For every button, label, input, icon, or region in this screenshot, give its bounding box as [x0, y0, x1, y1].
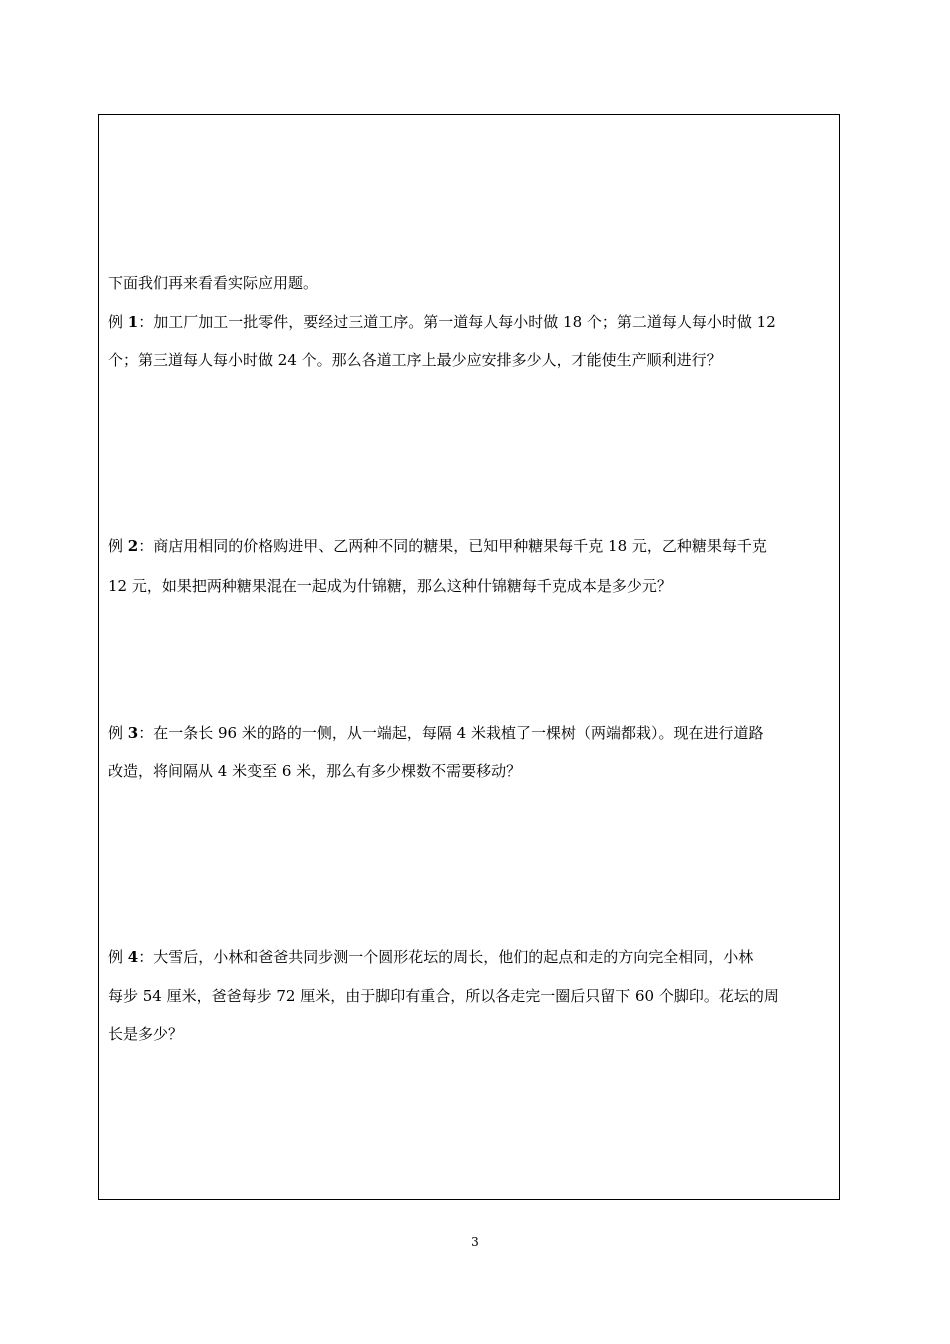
- example-4-line-1: 例 4：大雪后，小林和爸爸共同步测一个圆形花坛的周长，他们的起点和走的方向完全相同，小林: [108, 948, 754, 966]
- example-2-label: 例 2：: [108, 537, 154, 555]
- example-3-label: 例 3：: [108, 724, 154, 742]
- example-4-label: 例 4：: [108, 948, 154, 966]
- intro-text: 下面我们再来看看实际应用题。: [108, 274, 319, 292]
- example-3-line-1: 例 3：在一条长 96 米的路的一侧，从一端起，每隔 4 米栽植了一棵树（两端都栽）。现在进行道路: [108, 724, 764, 742]
- example-4-line-3: 长是多少？: [108, 1025, 184, 1043]
- example-1-label: 例 1：: [108, 313, 154, 331]
- example-2-line-1: 例 2：商店用相同的价格购进甲、乙两种不同的糖果，已知甲种糖果每千克 18 元，乙种糖果每千克: [108, 537, 767, 555]
- example-3-line-2: 改造，将间隔从 4 米变至 6 米，那么有多少棵数不需要移动？: [108, 762, 522, 780]
- example-2-line-2: 12 元，如果把两种糖果混在一起成为什锦糖，那么这种什锦糖每千克成本是多少元？: [108, 577, 672, 595]
- example-4-line-2: 每步 54 厘米，爸爸每步 72 厘米，由于脚印有重合，所以各走完一圈后只留下 60 个脚印。花坛的周: [108, 987, 779, 1005]
- example-1-line-1: 例 1：加工厂加工一批零件，要经过三道工序。第一道每人每小时做 18 个；第二道每人每小时做 12: [108, 313, 776, 331]
- page-number: 3: [471, 1235, 479, 1249]
- example-1-line-2: 个；第三道每人每小时做 24 个。那么各道工序上最少应安排多少人，才能使生产顺利进行？: [108, 351, 722, 369]
